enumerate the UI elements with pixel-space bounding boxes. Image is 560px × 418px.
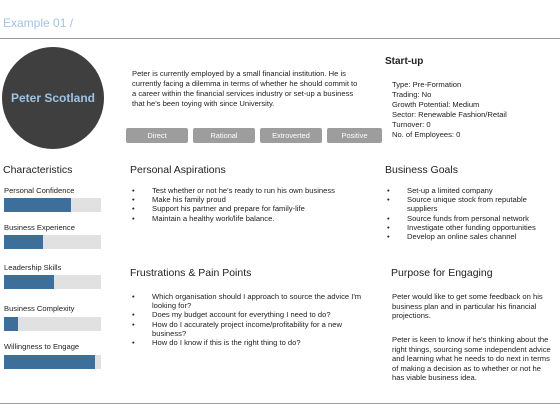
bar-fill: [4, 198, 71, 212]
startup-sector: Sector: Renewable Fashion/Retail: [392, 110, 507, 119]
frustrations-heading: Frustrations & Pain Points: [130, 267, 252, 279]
list-item: • Source unique stock from reputable suppliers: [387, 195, 557, 213]
tag-positive: Positive: [327, 128, 382, 143]
aspirations-list: [132, 186, 362, 223]
list-item: • How do I know if this is the right thing to do?: [132, 338, 364, 347]
purpose-heading: Purpose for Engaging: [391, 267, 493, 279]
bar-fill: [4, 275, 54, 289]
bar-fill: [4, 355, 95, 369]
list-item: • Support his partner and prepare for family-life: [132, 204, 362, 213]
list-item: • Which organisation should I approach to source the advice I'm looking for?: [132, 292, 364, 310]
goals-list: [387, 186, 557, 241]
purpose-paragraph: Peter would like to get some feedback on his business plan and in particular his financial projections.: [392, 292, 543, 321]
startup-trading: Trading: No: [392, 90, 432, 99]
avatar: [2, 47, 104, 149]
startup-turnover: Turnover: 0: [392, 120, 431, 129]
top-divider: [0, 38, 560, 39]
characteristic-bar: [4, 355, 101, 369]
characteristic-bar: [4, 317, 101, 331]
bar-fill: [4, 235, 43, 249]
startup-details: [392, 80, 507, 140]
characteristic-bar: [4, 198, 101, 212]
startup-growth: Growth Potential: Medium: [392, 100, 480, 109]
goals-heading: Business Goals: [385, 164, 458, 176]
page-title: Example 01 /: [3, 16, 74, 30]
tag-extroverted: Extroverted: [260, 128, 322, 143]
tag-direct: Direct: [126, 128, 188, 143]
list-item: • Test whether or not he's ready to run his own business: [132, 186, 362, 195]
purpose-paragraph: Peter is keen to know if he's thinking about the right things, sourcing some independent advice and learning what he needs to do next in terms of making a decision as to whether or not he has viable business idea.: [392, 335, 551, 383]
characteristic-label: Willingness to Engage: [4, 342, 80, 351]
characteristics-heading: Characteristics: [3, 164, 73, 176]
bar-fill: [4, 317, 18, 331]
persona-name: Peter Scotland: [10, 91, 96, 105]
characteristic-label: Leadership Skills: [4, 263, 62, 272]
characteristic-label: Business Experience: [4, 223, 75, 232]
aspirations-heading: Personal Aspirations: [130, 164, 226, 176]
characteristic-label: Business Complexity: [4, 304, 75, 313]
frustrations-list: [132, 292, 364, 347]
list-item: • Maintain a healthy work/life balance.: [132, 214, 362, 223]
startup-type: Type: Pre-Formation: [392, 80, 462, 89]
list-item: • Set-up a limited company: [387, 186, 557, 195]
characteristic-bar: [4, 235, 101, 249]
list-item: • Make his family proud: [132, 195, 362, 204]
list-item: • How do I accurately project income/profitability for a new business?: [132, 320, 364, 338]
personality-tags: [126, 128, 382, 143]
startup-employees: No. of Employees: 0: [392, 130, 461, 139]
list-item: • Does my budget account for everything I need to do?: [132, 310, 364, 319]
tag-rational: Rational: [193, 128, 255, 143]
list-item: • Source funds from personal network: [387, 214, 557, 223]
list-item: • Develop an online sales channel: [387, 232, 557, 241]
characteristic-bar: [4, 275, 101, 289]
list-item: • Investigate other funding opportunities: [387, 223, 557, 232]
characteristic-label: Personal Confidence: [4, 186, 75, 195]
startup-heading: Start-up: [385, 56, 424, 67]
persona-intro: Peter is currently employed by a small financial institution. He is currently facing a dilemma in terms of whether he should commit to a career within the financial services industry or set-up a business that he's been toying with since University.: [132, 69, 358, 108]
bottom-divider: [0, 403, 560, 404]
